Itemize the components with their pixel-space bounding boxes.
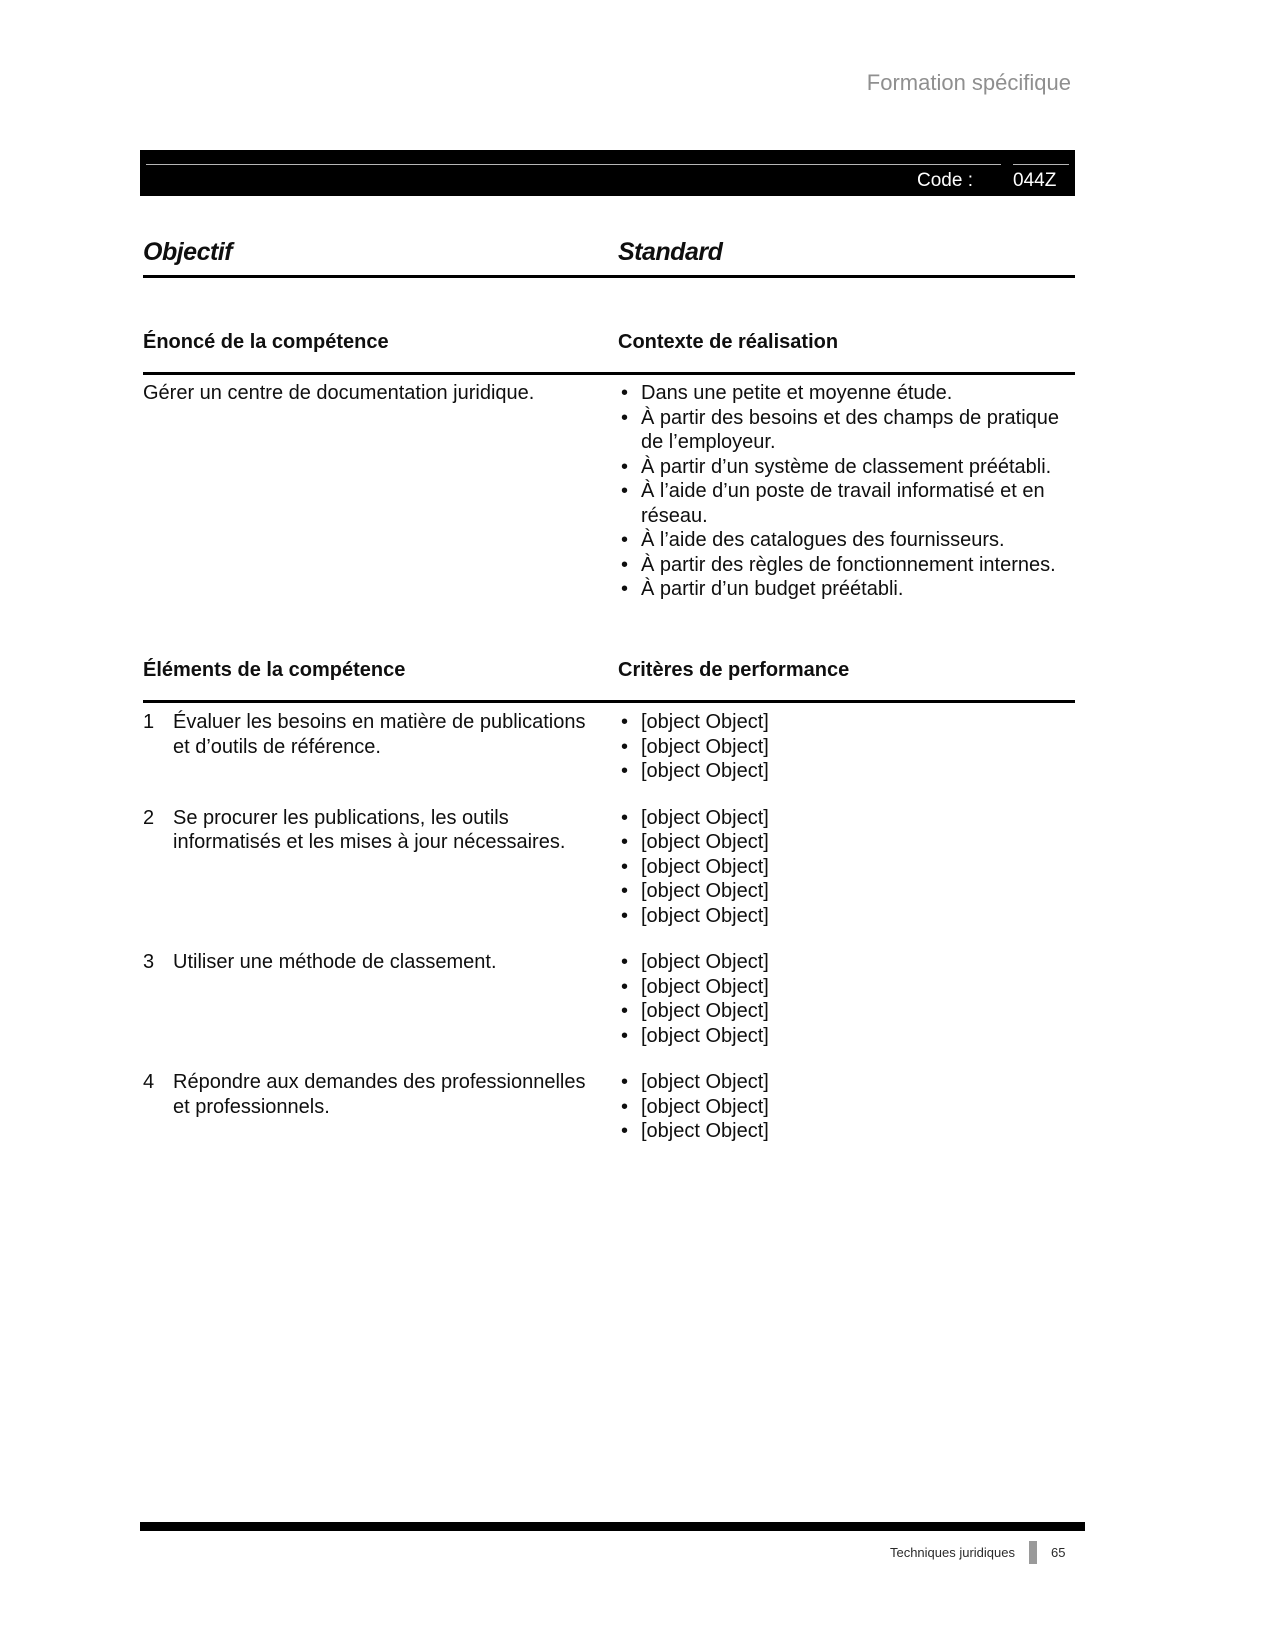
criterion-text: [object Object] — [641, 1095, 769, 1118]
code-label: Code : — [146, 164, 1001, 196]
context-bullet-text: À l’aide des catalogues des fournisseurs. — [641, 529, 1005, 551]
item-left-cell — [143, 950, 618, 1048]
criterion-text: [object Object] — [641, 1000, 769, 1022]
context-bullet — [618, 553, 1075, 578]
context-bullet-text: À l’aide d’un poste de travail informatisé et en réseau. — [641, 480, 1045, 527]
criterion-bullet — [618, 950, 1075, 975]
footer-row — [140, 1541, 1075, 1564]
context-bullet-text: À partir d’un budget préétabli. — [641, 578, 904, 600]
code-bar — [140, 150, 1075, 196]
criteres-header: Critères de performance — [618, 659, 850, 681]
criterion-text: [object Object] — [641, 711, 769, 733]
item-number: 2 — [143, 806, 155, 829]
criterion-text: [object Object] — [641, 855, 769, 878]
competency-statement: Gérer un centre de documentation juridique. — [143, 382, 535, 404]
criterion-text: [object Object] — [641, 1071, 769, 1093]
criterion-text: [object Object] — [641, 904, 769, 927]
criteria-bullet-list — [618, 1070, 1075, 1144]
criterion-bullet — [618, 1024, 1075, 1049]
criterion-bullet — [618, 975, 1075, 1000]
criterion-bullet — [618, 735, 1075, 760]
criterion-text: [object Object] — [641, 880, 769, 902]
competency-item-row — [143, 710, 1075, 784]
criterion-text: [object Object] — [641, 975, 769, 998]
criterion-text: [object Object] — [641, 1024, 769, 1047]
criterion-bullet — [618, 855, 1075, 880]
item-text: Utiliser une méthode de classement. — [173, 951, 497, 973]
footer-program-name: Techniques juridiques — [889, 1545, 1015, 1560]
criterion-bullet — [618, 1070, 1075, 1095]
footer-divider-bar — [1029, 1541, 1037, 1564]
criteria-bullet-list — [618, 710, 1075, 784]
criterion-text: [object Object] — [641, 735, 769, 758]
footer-page-number: 65 — [1051, 1545, 1066, 1560]
context-bullet — [618, 455, 1075, 480]
section2-header-row — [143, 659, 1075, 703]
context-bullet-text: À partir des besoins et des champs de pratique de l’employeur. — [641, 406, 1060, 453]
context-bullet — [618, 479, 1075, 528]
criterion-text: [object Object] — [641, 831, 769, 853]
criterion-bullet — [618, 879, 1075, 904]
item-left-cell — [143, 806, 618, 929]
item-text: Évaluer les besoins en matière de publications et d’outils de référence. — [173, 711, 586, 758]
item-number: 1 — [143, 711, 155, 733]
criterion-bullet — [618, 1095, 1075, 1120]
context-bullet-text: À partir des règles de fonctionnement internes. — [641, 553, 1056, 576]
context-bullet — [618, 406, 1075, 455]
context-bullet-text: À partir d’un système de classement préétabli. — [641, 455, 1052, 478]
contexte-header: Contexte de réalisation — [618, 331, 839, 353]
item-text: Se procurer les publications, les outils informatisés et les mises à jour nécessaires. — [173, 806, 566, 853]
footer-rule — [140, 1522, 1085, 1531]
criterion-bullet — [618, 759, 1075, 784]
item-number: 3 — [143, 951, 155, 973]
item-number: 4 — [143, 1071, 155, 1093]
title-row — [143, 238, 1075, 278]
criterion-bullet — [618, 830, 1075, 855]
criterion-bullet — [618, 999, 1075, 1024]
elements-header: Éléments de la compétence — [143, 659, 406, 681]
criterion-bullet — [618, 904, 1075, 929]
item-left-cell — [143, 1070, 618, 1144]
criterion-bullet — [618, 710, 1075, 735]
criterion-bullet — [618, 806, 1075, 831]
standard-title: Standard — [618, 238, 723, 266]
section1-body — [143, 381, 1075, 602]
context-bullet-list — [618, 381, 1075, 602]
section1-header-row — [143, 331, 1075, 375]
objectif-title: Objectif — [143, 238, 233, 266]
enonce-header: Énoncé de la compétence — [143, 331, 389, 353]
item-text: Répondre aux demandes des professionnelles et professionnels. — [173, 1071, 586, 1118]
competency-item-row — [143, 1070, 1075, 1144]
context-bullet — [618, 577, 1075, 602]
competency-item-row — [143, 950, 1075, 1048]
context-bullet-text: Dans une petite et moyenne étude. — [641, 382, 953, 404]
context-bullet — [618, 381, 1075, 406]
content-area — [143, 0, 1075, 1650]
criterion-bullet — [618, 1119, 1075, 1144]
criterion-text: [object Object] — [641, 951, 769, 973]
criterion-text: [object Object] — [641, 806, 769, 829]
competency-items — [143, 710, 1075, 1166]
item-left-cell — [143, 710, 618, 784]
competency-item-row — [143, 806, 1075, 929]
criteria-bullet-list — [618, 950, 1075, 1048]
criterion-text: [object Object] — [641, 760, 769, 782]
code-value: 044Z — [1013, 164, 1069, 196]
criteria-bullet-list — [618, 806, 1075, 929]
criterion-text: [object Object] — [641, 1120, 769, 1142]
context-bullet — [618, 528, 1075, 553]
running-header: Formation spécifique — [866, 70, 1071, 95]
